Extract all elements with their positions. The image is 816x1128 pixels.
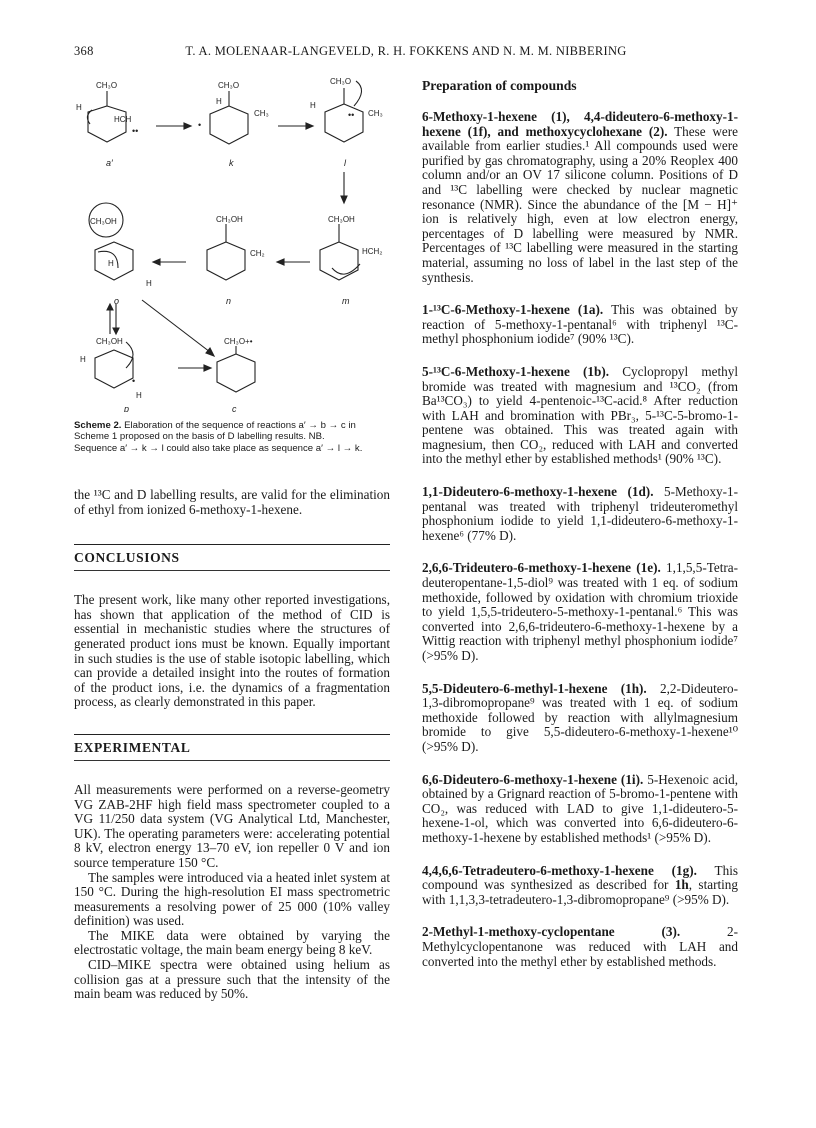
conclusions-heading: CONCLUSIONS (74, 550, 180, 566)
label-c: c (232, 404, 237, 412)
prep-title-9: 2-Methyl-1-methoxy-cyclopentane (3). (422, 924, 681, 940)
right-column (422, 78, 738, 969)
conclusions-rule-bottom (74, 570, 390, 571)
svg-text:HCH₂: HCH₂ (362, 247, 383, 256)
caption-label: Scheme 2. (74, 420, 122, 431)
svg-text:CH₃: CH₃ (254, 109, 269, 118)
prep-paragraph-9 (422, 925, 738, 969)
svg-text:H: H (216, 97, 222, 106)
conclusions-paragraph: The present work, like many other reported investigations, has shown that application of the method of CID is essential in mechanistic studies where the structures of generated product ions must be known. Equally important in such studies is the use of stable isotopic labelling, which can provide a detailed insight into the routes of formation of the product ions, i.e. the dynamics of a fragmentation process, as clearly demonstrated in this paper. (74, 592, 390, 710)
prep-text-4: 5-Methoxy-1-pentanal was treated with triphenyl trideuteromethyl phosphonium iodide to yield 1,1-dideutero-6-methoxy-1-hexene⁶ (77% D). (422, 484, 739, 543)
prep-text-8a: This compound was synthesized as described for (422, 862, 738, 893)
caption-line-1: Elaboration of the sequence of reactions a′ → b → c in (124, 420, 356, 431)
experimental-rule-top (74, 734, 390, 735)
prep-paragraph-2 (422, 303, 738, 347)
svg-text:H: H (76, 103, 82, 112)
prep-text-7: 5-Hexenoic acid, obtained by a Grignard reaction of 5-bromo-1-pentene with CO₂, was reduced with LAD to give 1,1-dideutero-5-hexene-1-ol, which was converted into 6,6-dideutero-6-methoxy-1-hexene by established methods¹ (>95% D). (422, 771, 738, 845)
svg-text:H: H (146, 279, 152, 288)
svg-text:•: • (132, 376, 136, 386)
svg-text:••: •• (348, 110, 355, 120)
page-number: 368 (74, 44, 94, 58)
prep-text-5: 1,1,5,5-Tetra-deuteropentane-1,5-diol⁹ was treated with 1 eq. of sodium methoxide, followed by oxidation with chromium trioxide to yield 1,5,5-trideutero-5-methoxy-1-pentanal.⁶ This was converted into 2,6,6-trideutero-6-methoxy-1-hexene by a Wittig reaction with triphenyl methyl phosphonium iodide⁷ (>95% D). (422, 560, 738, 663)
svg-text:CH₃OH: CH₃OH (328, 215, 355, 224)
prep-text-3: Cyclopropyl methyl bromide was treated with magnesium and ¹³CO₂ (from Ba¹³CO₃) to yield 4-pentenoic-¹³C-acid.⁸ After reduction with LAH and bromination with PBr₃, 5-¹³C-5-bromo-1-pentene was obtained. This was treated again with magnesium, then CO₂, reduced with LAH and converted into the methyl ether by established methods¹ (90% ¹³C). (422, 363, 738, 467)
svg-text:CH₃OH: CH₃OH (96, 337, 123, 346)
arrow-o-c (142, 300, 210, 352)
structure-m (320, 215, 382, 306)
conclusions-rule-top (74, 544, 390, 545)
prep-paragraph-4 (422, 485, 738, 543)
structure-c (217, 337, 255, 412)
experimental-paragraph-1: All measurements were performed on a reverse-geometry VG ZAB-2HF high field mass spectrometer coupled to a VG 11/250 data system (VG Analytical Ltd, Manchester, UK). The operating parameters were: accelerating potential 8 kV, electron energy 13–70 eV, ion repeller 0 V and ion source temperature 150 °C. (74, 781, 390, 870)
prep-paragraph-7 (422, 773, 738, 846)
label-l: l (344, 158, 346, 168)
prep-text-2: This was obtained by reaction of 5-methoxy-1-pentanal⁶ with triphenyl ¹³C-methyl phosphonium iodide⁷ (90% ¹³C). (422, 302, 738, 347)
svg-text:CH₃OH: CH₃OH (216, 215, 243, 224)
running-authors: T. A. MOLENAAR-LANGEVELD, R. H. FOKKENS AND N. M. M. NIBBERING (185, 44, 627, 58)
svg-text:CH₃: CH₃ (368, 109, 383, 118)
prep-text-9: 2-Methylcyclopentanone was reduced with LAH and converted into the methyl ether by established methods. (422, 924, 738, 969)
prep-paragraph-8 (422, 864, 738, 908)
label-a-prime: a′ (106, 158, 113, 168)
prep-title-3: 5-¹³C-6-Methoxy-1-hexene (1b). (422, 363, 610, 379)
svg-text:H: H (310, 101, 316, 110)
svg-text:CH₃O+•: CH₃O+• (224, 337, 253, 346)
prep-paragraph-5 (422, 561, 738, 663)
experimental-paragraph-4: CID–MIKE spectra were obtained using helium as collision gas at a pressure such that the intensity of the main beam was reduced by 50%. (74, 957, 390, 1002)
label-m: m (342, 296, 350, 306)
prep-text-8b: , starting with 1,1,3,3-tetradeutero-1,3-dibromopropane⁹ (>95% D). (422, 877, 738, 907)
scheme-caption (74, 420, 390, 454)
svg-text:CH₃O: CH₃O (218, 81, 240, 90)
prep-title-6: 5,5-Dideutero-6-methyl-1-hexene (1h). (422, 680, 647, 696)
left-column (74, 488, 390, 1002)
structure-n (207, 215, 265, 306)
prep-text-6: 2,2-Dideutero-1,3-dibromopropane⁹ was treated with 1 eq. of sodium methoxide followed by reaction with allylmagnesium bromide to give 5,5-dideutero-6-methoxy-1-hexene¹⁰ (>95% D). (422, 680, 738, 754)
experimental-rule-bottom (74, 760, 390, 761)
label-p: p (124, 404, 130, 412)
svg-text:H: H (136, 391, 142, 400)
experimental-paragraph-2: The samples were introduced via a heated inlet system at 150 °C. During the high-resolution EI mass spectrometric measurements a resolving power of 25 000 (10% valley definition) was used. (74, 869, 390, 929)
caption-line-3: Sequence a′ → k → l could also take place as sequence a′ → l → k. (74, 442, 363, 454)
label-n: n (226, 296, 232, 306)
group-label-hch: HCH (114, 115, 132, 124)
group-label-ch3o: CH₃O (96, 81, 118, 90)
preparation-heading: Preparation of compounds (422, 78, 577, 93)
scheme-diagram (74, 72, 390, 412)
svg-text:H: H (108, 259, 114, 268)
structure-a-prime (76, 81, 138, 168)
prep-text-1: These were available from earlier studies.¹ All compounds used were purified by gas chromatography, using a 20% Reoplex 400 column and/or an OV 17 silicone column. Positions of D and ¹³C labelling were checked by nuclear magnetic resonance (NMR). Since the abundance of the [M − H]⁺ ion is relatively high, even at low electron energy, percentages of D labelling were measured by NMR. Percentages of ¹³C labelling were measured in the starting material, assuming no loss of label in the last step of the synthesis. (422, 123, 739, 285)
prep-paragraph-3 (422, 365, 738, 467)
intro-paragraph: the ¹³C and D labelling results, are valid for the elimination of ethyl from ionized 6-methoxy-1-hexene. (74, 487, 390, 517)
caption-line-2: Scheme 1 proposed on the basis of D labelling results. NB. (74, 431, 325, 443)
prep-title-1: 6-Methoxy-1-hexene (1), 4,4-dideutero-6-methoxy-1-hexene (1f), and methoxycyclohexane (2). (422, 109, 738, 139)
structure-o (89, 203, 152, 306)
prep-title-8: 4,4,6,6-Tetradeutero-6-methoxy-1-hexene (1g). (422, 862, 697, 878)
prep-title-5: 2,6,6-Trideutero-6-methoxy-1-hexene (1e). (422, 560, 661, 576)
prep-paragraph-1 (422, 110, 738, 285)
experimental-heading: EXPERIMENTAL (74, 739, 191, 755)
svg-text:CH₃OH: CH₃OH (90, 217, 117, 226)
label-k: k (229, 158, 234, 168)
scheme-figure (74, 72, 390, 417)
svg-text:CH₃O: CH₃O (330, 77, 352, 86)
svg-text:•: • (198, 120, 202, 130)
structure-p (80, 337, 142, 412)
prep-title-4: 1,1-Dideutero-6-methoxy-1-hexene (1d). (422, 484, 654, 500)
prep-title-7: 6,6-Dideutero-6-methoxy-1-hexene (1i). (422, 771, 644, 787)
prep-ref-1h: 1h (674, 877, 689, 893)
experimental-paragraph-3: The MIKE data were obtained by varying the electrostatic voltage, the main beam energy being 8 keV. (74, 927, 390, 958)
prep-paragraph-6 (422, 682, 738, 755)
svg-text:••: •• (132, 126, 139, 136)
svg-text:CH₂: CH₂ (250, 249, 265, 258)
prep-title-2: 1-¹³C-6-Methoxy-1-hexene (1a). (422, 302, 604, 318)
svg-text:H: H (80, 355, 86, 364)
label-o: o (114, 296, 120, 306)
structure-k (198, 81, 269, 168)
structure-l (310, 77, 383, 168)
